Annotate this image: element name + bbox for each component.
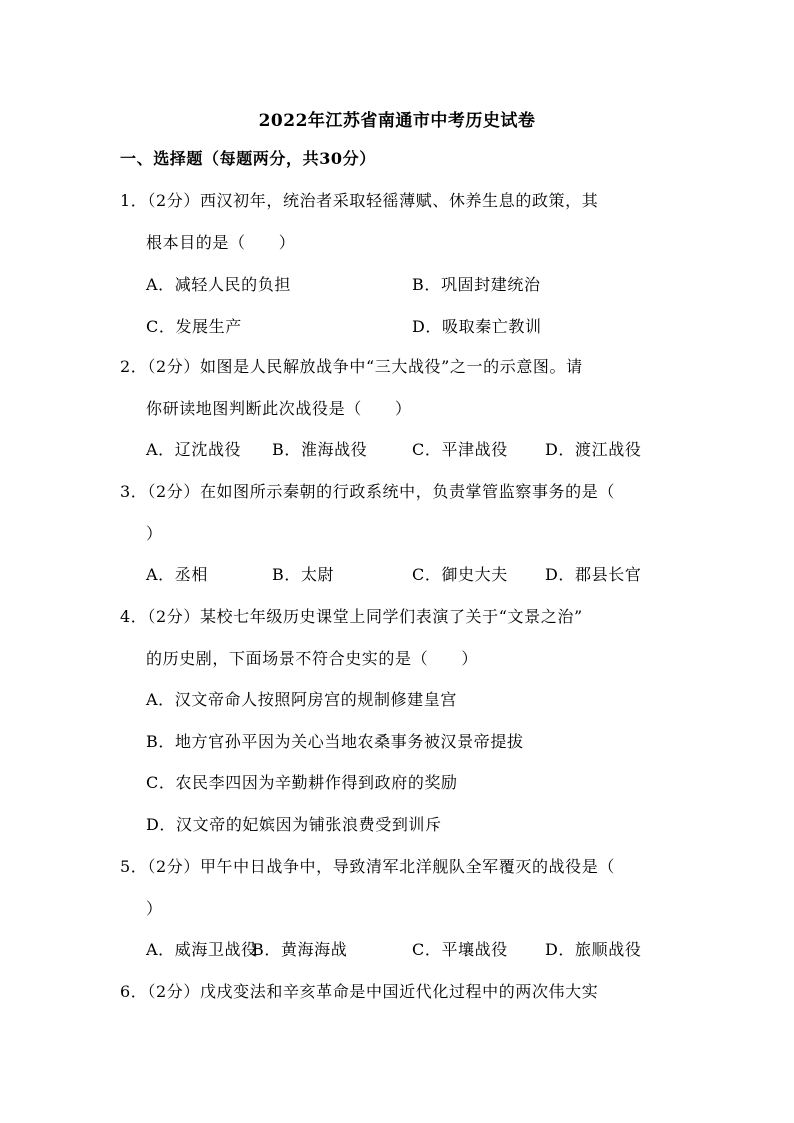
question-1-option-c[interactable]: C．发展生产 <box>146 317 242 336</box>
question-4-option-d[interactable]: D．汉文帝的妃嫔因为铺张浪费受到训斥 <box>146 815 442 834</box>
question-5-option-b[interactable]: B．黄海海战 <box>252 940 348 959</box>
question-2-option-a[interactable]: A．辽沈战役 <box>146 440 242 459</box>
question-4-option-b[interactable]: B．地方官孙平因为关心当地农桑事务被汉景帝提拔 <box>146 732 524 751</box>
exam-title: 2022年江苏省南通市中考历史试卷 <box>258 111 536 131</box>
question-2-stem-line2: 你研读地图判断此次战役是（ ） <box>146 399 412 418</box>
question-1-stem-line2: 根本目的是（ ） <box>146 233 296 252</box>
question-4-option-a[interactable]: A．汉文帝命人按照阿房宫的规制修建皇宫 <box>146 690 457 709</box>
question-3-option-c[interactable]: C．御史大夫 <box>412 565 508 584</box>
question-5-stem-line1: 5．（2分）甲午中日战争中，导致清军北洋舰队全军覆灭的战役是（ <box>120 857 615 876</box>
question-3-option-a[interactable]: A．丞相 <box>146 565 208 584</box>
question-2-stem-line1: 2．（2分）如图是人民解放战争中“三大战役”之一的示意图。请 <box>120 357 583 376</box>
question-5-stem-line2: ） <box>146 899 163 918</box>
question-5-option-d[interactable]: D．旅顺战役 <box>545 940 642 959</box>
question-3-stem-line2: ） <box>146 524 163 543</box>
question-3-option-b[interactable]: B．太尉 <box>272 565 335 584</box>
question-2-option-d[interactable]: D．渡江战役 <box>545 440 642 459</box>
question-6-stem-line1: 6．（2分）戊戌变法和辛亥革命是中国近代化过程中的两次伟大实 <box>120 982 599 1001</box>
question-1-stem-line1: 1．（2分）西汉初年，统治者采取轻徭薄赋、休养生息的政策，其 <box>120 191 599 210</box>
question-5-option-a[interactable]: A．威海卫战役 <box>146 940 258 959</box>
question-1-option-d[interactable]: D．吸取秦亡教训 <box>412 317 542 336</box>
question-1-option-a[interactable]: A．减轻人民的负担 <box>146 275 291 294</box>
question-4-option-c[interactable]: C．农民李四因为辛勤耕作得到政府的奖励 <box>146 773 458 792</box>
section-heading: 一、选择题（每题两分，共30分） <box>120 149 376 168</box>
question-2-option-b[interactable]: B．淮海战役 <box>272 440 368 459</box>
question-4-stem-line1: 4．（2分）某校七年级历史课堂上同学们表演了关于“文景之治” <box>120 607 583 626</box>
question-3-option-d[interactable]: D．郡县长官 <box>545 565 642 584</box>
question-2-option-c[interactable]: C．平津战役 <box>412 440 508 459</box>
question-5-option-c[interactable]: C．平壤战役 <box>412 940 508 959</box>
question-3-stem-line1: 3．（2分）在如图所示秦朝的行政系统中，负责掌管监察事务的是（ <box>120 482 615 501</box>
question-1-option-b[interactable]: B．巩固封建统治 <box>412 275 541 294</box>
question-4-stem-line2: 的历史剧，下面场景不符合史实的是（ ） <box>146 649 479 668</box>
